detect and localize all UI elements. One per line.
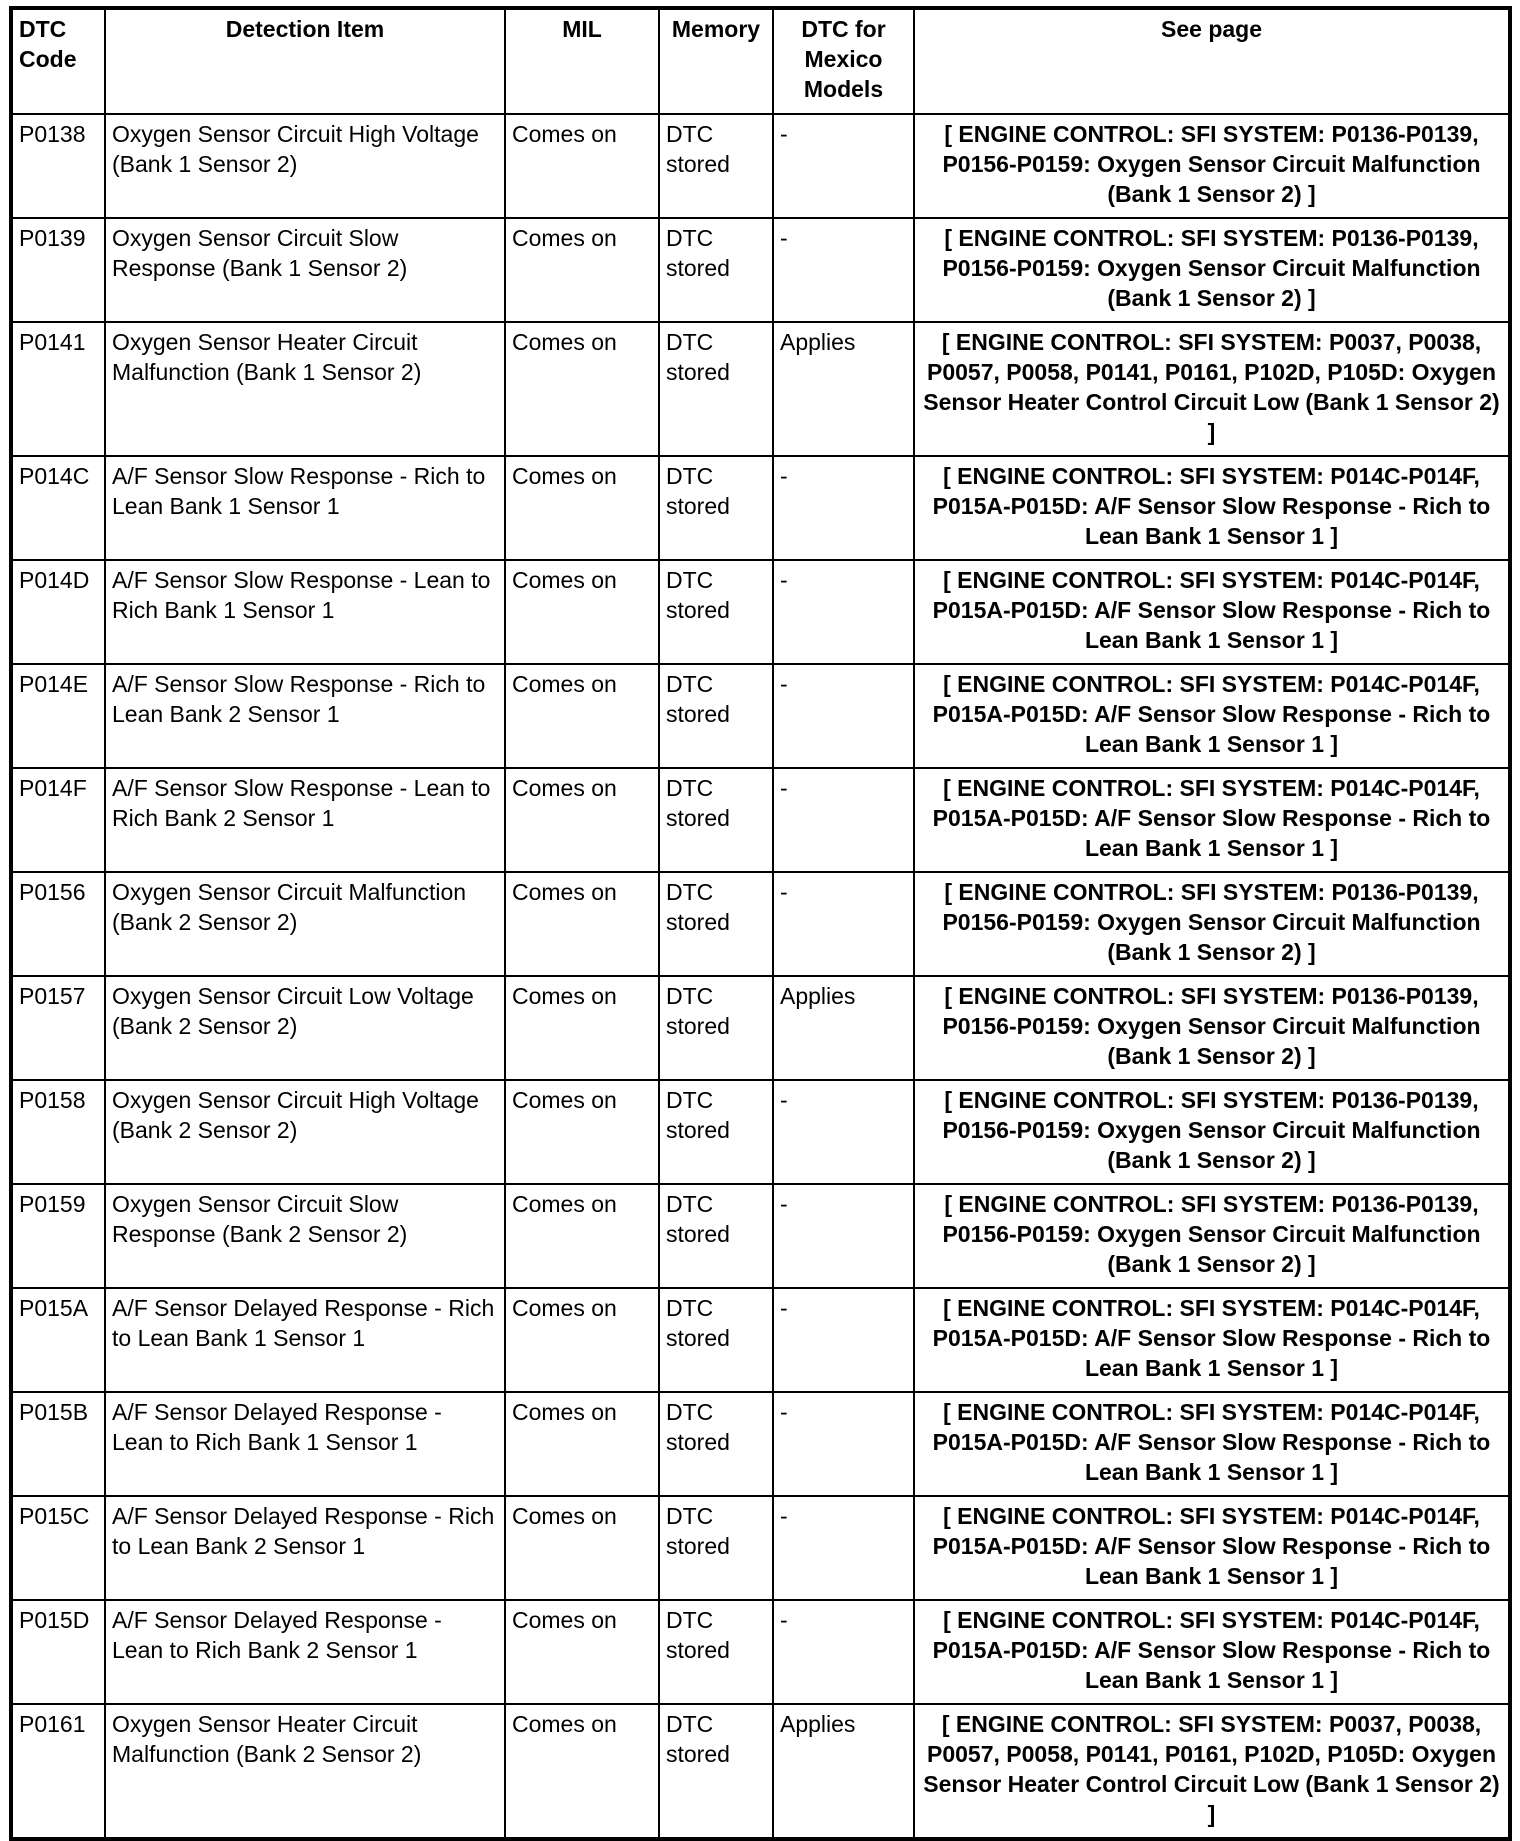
detection-item-cell: Oxygen Sensor Circuit Low Voltage (Bank 2 Sensor 2) [105, 976, 505, 1080]
memory-cell: DTC stored [659, 1600, 773, 1704]
mexico-cell: Applies [773, 976, 914, 1080]
dtc-code-cell: P015C [11, 1496, 105, 1600]
see-page-link[interactable]: [ ENGINE CONTROL: SFI SYSTEM: P0037, P0038, P0057, P0058, P0141, P0161, P102D, P105D: Oxygen Sensor Heater Control Circuit Low (Bank 1 Sensor 2) ] [914, 322, 1510, 456]
memory-cell: DTC stored [659, 322, 773, 456]
mexico-cell: - [773, 768, 914, 872]
see-page-link[interactable]: [ ENGINE CONTROL: SFI SYSTEM: P0136-P0139, P0156-P0159: Oxygen Sensor Circuit Malfunction (Bank 1 Sensor 2) ] [914, 976, 1510, 1080]
memory-cell: DTC stored [659, 1392, 773, 1496]
detection-item-cell: Oxygen Sensor Circuit Slow Response (Bank 2 Sensor 2) [105, 1184, 505, 1288]
mexico-cell: - [773, 1600, 914, 1704]
see-page-link[interactable]: [ ENGINE CONTROL: SFI SYSTEM: P0037, P0038, P0057, P0058, P0141, P0161, P102D, P105D: Oxygen Sensor Heater Control Circuit Low (Bank 1 Sensor 2) ] [914, 1704, 1510, 1839]
header-see-page: See page [914, 8, 1510, 114]
memory-cell: DTC stored [659, 456, 773, 560]
table-row [11, 218, 1510, 322]
memory-cell: DTC stored [659, 114, 773, 218]
mexico-cell: Applies [773, 322, 914, 456]
mexico-cell: - [773, 114, 914, 218]
table-row [11, 976, 1510, 1080]
mexico-cell: - [773, 1080, 914, 1184]
table-row [11, 1288, 1510, 1392]
dtc-code-cell: P014C [11, 456, 105, 560]
memory-cell: DTC stored [659, 976, 773, 1080]
see-page-link[interactable]: [ ENGINE CONTROL: SFI SYSTEM: P014C-P014F, P015A-P015D: A/F Sensor Slow Response - Rich to Lean Bank 1 Sensor 1 ] [914, 1600, 1510, 1704]
see-page-link[interactable]: [ ENGINE CONTROL: SFI SYSTEM: P014C-P014F, P015A-P015D: A/F Sensor Slow Response - Rich to Lean Bank 1 Sensor 1 ] [914, 664, 1510, 768]
mexico-cell: Applies [773, 1704, 914, 1839]
see-page-link[interactable]: [ ENGINE CONTROL: SFI SYSTEM: P014C-P014F, P015A-P015D: A/F Sensor Slow Response - Rich to Lean Bank 1 Sensor 1 ] [914, 1496, 1510, 1600]
dtc-code-cell: P0141 [11, 322, 105, 456]
detection-item-cell: Oxygen Sensor Circuit High Voltage (Bank 2 Sensor 2) [105, 1080, 505, 1184]
see-page-link[interactable]: [ ENGINE CONTROL: SFI SYSTEM: P0136-P0139, P0156-P0159: Oxygen Sensor Circuit Malfunction (Bank 1 Sensor 2) ] [914, 1184, 1510, 1288]
mexico-cell: - [773, 1184, 914, 1288]
memory-cell: DTC stored [659, 872, 773, 976]
mil-cell: Comes on [505, 1704, 659, 1839]
see-page-link[interactable]: [ ENGINE CONTROL: SFI SYSTEM: P014C-P014F, P015A-P015D: A/F Sensor Slow Response - Rich to Lean Bank 1 Sensor 1 ] [914, 560, 1510, 664]
table-row [11, 114, 1510, 218]
detection-item-cell: A/F Sensor Slow Response - Rich to Lean Bank 1 Sensor 1 [105, 456, 505, 560]
detection-item-cell: A/F Sensor Slow Response - Lean to Rich Bank 2 Sensor 1 [105, 768, 505, 872]
dtc-code-cell: P014E [11, 664, 105, 768]
dtc-code-cell: P0139 [11, 218, 105, 322]
table-row [11, 322, 1510, 456]
mil-cell: Comes on [505, 560, 659, 664]
dtc-code-cell: P0156 [11, 872, 105, 976]
memory-cell: DTC stored [659, 1184, 773, 1288]
see-page-link[interactable]: [ ENGINE CONTROL: SFI SYSTEM: P014C-P014F, P015A-P015D: A/F Sensor Slow Response - Rich to Lean Bank 1 Sensor 1 ] [914, 1392, 1510, 1496]
detection-item-cell: A/F Sensor Delayed Response - Rich to Lean Bank 1 Sensor 1 [105, 1288, 505, 1392]
detection-item-cell: Oxygen Sensor Heater Circuit Malfunction (Bank 2 Sensor 2) [105, 1704, 505, 1839]
mexico-cell: - [773, 1392, 914, 1496]
mil-cell: Comes on [505, 976, 659, 1080]
memory-cell: DTC stored [659, 218, 773, 322]
dtc-code-cell: P015D [11, 1600, 105, 1704]
memory-cell: DTC stored [659, 1496, 773, 1600]
mil-cell: Comes on [505, 1288, 659, 1392]
mil-cell: Comes on [505, 768, 659, 872]
mil-cell: Comes on [505, 1600, 659, 1704]
dtc-code-cell: P015A [11, 1288, 105, 1392]
detection-item-cell: A/F Sensor Slow Response - Rich to Lean Bank 2 Sensor 1 [105, 664, 505, 768]
detection-item-cell: Oxygen Sensor Circuit Malfunction (Bank 2 Sensor 2) [105, 872, 505, 976]
mexico-cell: - [773, 1288, 914, 1392]
detection-item-cell: A/F Sensor Delayed Response - Lean to Rich Bank 2 Sensor 1 [105, 1600, 505, 1704]
memory-cell: DTC stored [659, 1288, 773, 1392]
mil-cell: Comes on [505, 1080, 659, 1184]
detection-item-cell: A/F Sensor Slow Response - Lean to Rich Bank 1 Sensor 1 [105, 560, 505, 664]
mexico-cell: - [773, 664, 914, 768]
header-dtc-mexico: DTC for Mexico Models [773, 8, 914, 114]
dtc-code-cell: P0157 [11, 976, 105, 1080]
table-row [11, 1080, 1510, 1184]
mil-cell: Comes on [505, 1392, 659, 1496]
header-memory: Memory [659, 8, 773, 114]
header-detection-item: Detection Item [105, 8, 505, 114]
mexico-cell: - [773, 218, 914, 322]
mil-cell: Comes on [505, 114, 659, 218]
mil-cell: Comes on [505, 664, 659, 768]
table-row [11, 1600, 1510, 1704]
dtc-code-cell: P0138 [11, 114, 105, 218]
memory-cell: DTC stored [659, 768, 773, 872]
see-page-link[interactable]: [ ENGINE CONTROL: SFI SYSTEM: P0136-P0139, P0156-P0159: Oxygen Sensor Circuit Malfunction (Bank 1 Sensor 2) ] [914, 872, 1510, 976]
table-row [11, 768, 1510, 872]
header-mil: MIL [505, 8, 659, 114]
memory-cell: DTC stored [659, 1080, 773, 1184]
see-page-link[interactable]: [ ENGINE CONTROL: SFI SYSTEM: P014C-P014F, P015A-P015D: A/F Sensor Slow Response - Rich to Lean Bank 1 Sensor 1 ] [914, 768, 1510, 872]
table-header-row [11, 8, 1510, 114]
mil-cell: Comes on [505, 1496, 659, 1600]
detection-item-cell: A/F Sensor Delayed Response - Lean to Rich Bank 1 Sensor 1 [105, 1392, 505, 1496]
see-page-link[interactable]: [ ENGINE CONTROL: SFI SYSTEM: P0136-P0139, P0156-P0159: Oxygen Sensor Circuit Malfunction (Bank 1 Sensor 2) ] [914, 1080, 1510, 1184]
mil-cell: Comes on [505, 1184, 659, 1288]
mil-cell: Comes on [505, 322, 659, 456]
header-dtc-code: DTC Code [11, 8, 105, 114]
memory-cell: DTC stored [659, 560, 773, 664]
table-row [11, 456, 1510, 560]
dtc-code-cell: P0161 [11, 1704, 105, 1839]
see-page-link[interactable]: [ ENGINE CONTROL: SFI SYSTEM: P0136-P0139, P0156-P0159: Oxygen Sensor Circuit Malfunction (Bank 1 Sensor 2) ] [914, 114, 1510, 218]
see-page-link[interactable]: [ ENGINE CONTROL: SFI SYSTEM: P014C-P014F, P015A-P015D: A/F Sensor Slow Response - Rich to Lean Bank 1 Sensor 1 ] [914, 456, 1510, 560]
table-row [11, 664, 1510, 768]
detection-item-cell: Oxygen Sensor Circuit High Voltage (Bank 1 Sensor 2) [105, 114, 505, 218]
dtc-table [9, 6, 1512, 1841]
mexico-cell: - [773, 456, 914, 560]
dtc-code-cell: P0159 [11, 1184, 105, 1288]
dtc-code-cell: P014D [11, 560, 105, 664]
mil-cell: Comes on [505, 218, 659, 322]
mil-cell: Comes on [505, 872, 659, 976]
see-page-link[interactable]: [ ENGINE CONTROL: SFI SYSTEM: P014C-P014F, P015A-P015D: A/F Sensor Slow Response - Rich to Lean Bank 1 Sensor 1 ] [914, 1288, 1510, 1392]
mil-cell: Comes on [505, 456, 659, 560]
table-row [11, 1496, 1510, 1600]
memory-cell: DTC stored [659, 664, 773, 768]
dtc-code-cell: P015B [11, 1392, 105, 1496]
table-row [11, 1704, 1510, 1839]
detection-item-cell: Oxygen Sensor Circuit Slow Response (Bank 1 Sensor 2) [105, 218, 505, 322]
see-page-link[interactable]: [ ENGINE CONTROL: SFI SYSTEM: P0136-P0139, P0156-P0159: Oxygen Sensor Circuit Malfunction (Bank 1 Sensor 2) ] [914, 218, 1510, 322]
detection-item-cell: A/F Sensor Delayed Response - Rich to Lean Bank 2 Sensor 1 [105, 1496, 505, 1600]
table-row [11, 1392, 1510, 1496]
table-row [11, 1184, 1510, 1288]
table-row [11, 560, 1510, 664]
dtc-code-cell: P0158 [11, 1080, 105, 1184]
table-row [11, 872, 1510, 976]
mexico-cell: - [773, 560, 914, 664]
detection-item-cell: Oxygen Sensor Heater Circuit Malfunction (Bank 1 Sensor 2) [105, 322, 505, 456]
mexico-cell: - [773, 1496, 914, 1600]
memory-cell: DTC stored [659, 1704, 773, 1839]
dtc-code-cell: P014F [11, 768, 105, 872]
mexico-cell: - [773, 872, 914, 976]
